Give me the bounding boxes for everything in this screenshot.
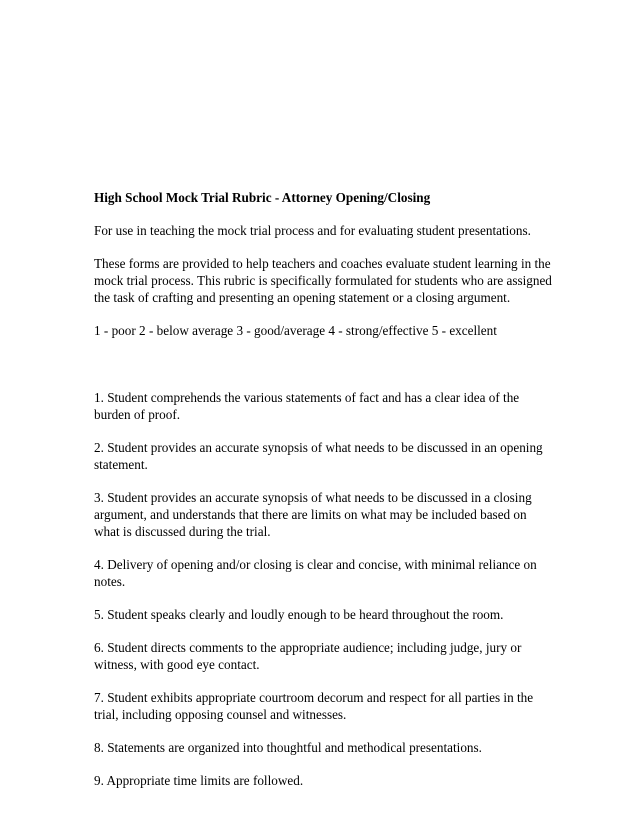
intro-paragraph: For use in teaching the mock trial process and for evaluating student presentations. <box>94 223 531 238</box>
criterion-1: 1. Student comprehends the various statements of fact and has a clear idea of the burden of proof. <box>94 390 520 422</box>
description-paragraph: These forms are provided to help teachers and coaches evaluate student learning in the mock trial process. This rubric is specifically formulated for students who are assigned the task of crafting and presenting an opening statement or a closing argument. <box>94 256 552 305</box>
criterion-5: 5. Student speaks clearly and loudly enough to be heard throughout the room. <box>94 607 504 622</box>
criterion-8: 8. Statements are organized into thoughtful and methodical presentations. <box>94 740 482 755</box>
criterion-4: 4. Delivery of opening and/or closing is clear and concise, with minimal reliance on notes. <box>94 557 537 589</box>
criterion-9: 9. Appropriate time limits are followed. <box>94 773 304 788</box>
document-title: High School Mock Trial Rubric - Attorney Opening/Closing <box>94 190 431 205</box>
criterion-2: 2. Student provides an accurate synopsis of what needs to be discussed in an opening statement. <box>94 440 543 472</box>
criterion-3: 3. Student provides an accurate synopsis of what needs to be discussed in a closing argument, and understands that there are limits on what may be included based on what is discussed during the trial. <box>94 490 532 539</box>
criterion-6: 6. Student directs comments to the appropriate audience; including judge, jury or witness, with good eye contact. <box>94 640 522 672</box>
rating-scale: 1 - poor 2 - below average 3 - good/average 4 - strong/effective 5 - excellent <box>94 323 497 338</box>
criterion-7: 7. Student exhibits appropriate courtroom decorum and respect for all parties in the trial, including opposing counsel and witnesses. <box>94 690 534 722</box>
document-body <box>94 189 554 805</box>
